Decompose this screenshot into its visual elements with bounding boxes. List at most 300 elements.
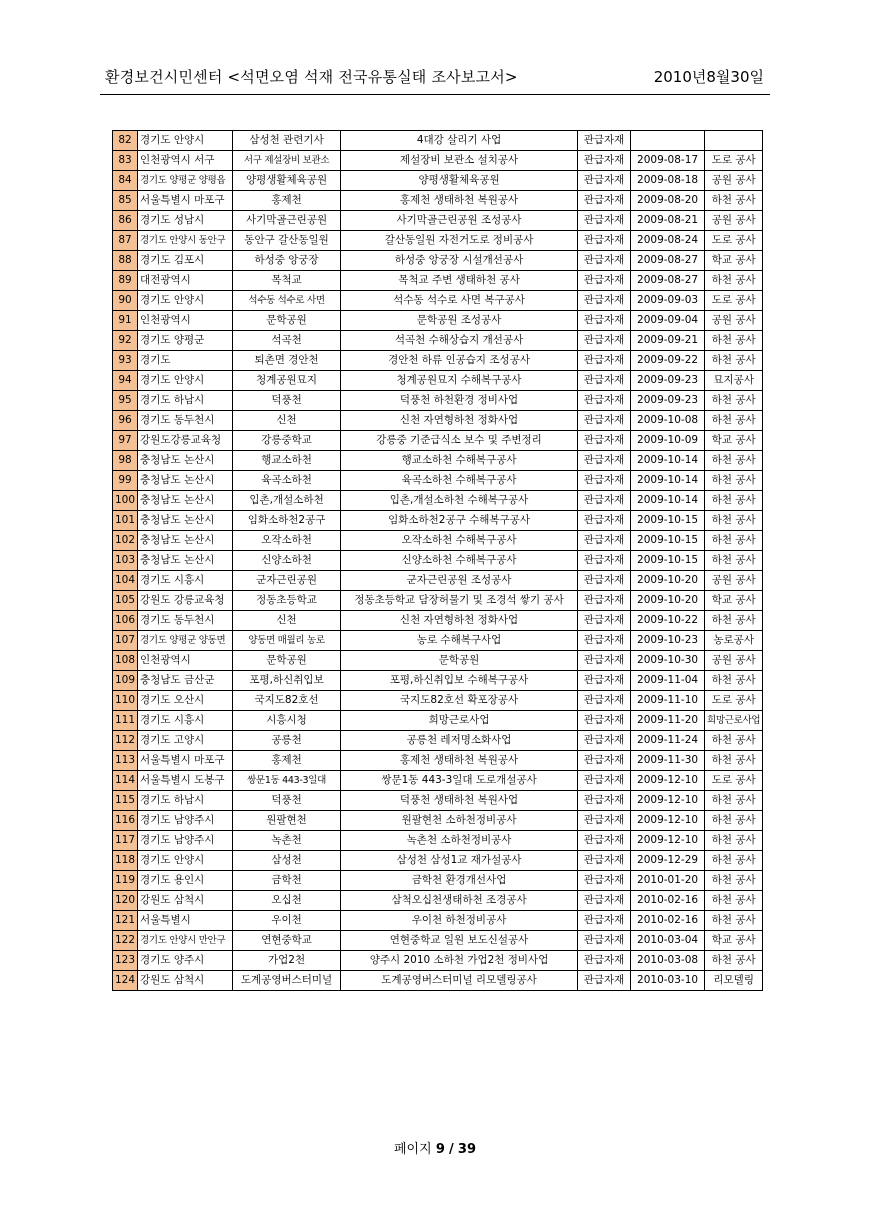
material-type-cell: 관급자재 bbox=[578, 231, 631, 251]
date-cell: 2009-09-23 bbox=[631, 371, 705, 391]
date-cell: 2009-10-15 bbox=[631, 551, 705, 571]
row-number: 95 bbox=[113, 391, 138, 411]
date-cell: 2009-09-03 bbox=[631, 291, 705, 311]
region-cell: 강원도 삼척시 bbox=[138, 891, 233, 911]
date-cell: 2009-10-20 bbox=[631, 571, 705, 591]
work-kind-cell: 하천 공사 bbox=[705, 391, 763, 411]
row-number: 119 bbox=[113, 871, 138, 891]
site-cell: 오작소하천 bbox=[233, 531, 341, 551]
project-cell: 청계공원묘지 수해복구공사 bbox=[341, 371, 578, 391]
work-kind-cell: 하천 공사 bbox=[705, 871, 763, 891]
site-cell: 금학천 bbox=[233, 871, 341, 891]
table-row bbox=[113, 671, 763, 691]
row-number: 121 bbox=[113, 911, 138, 931]
date-cell: 2009-10-14 bbox=[631, 471, 705, 491]
project-cell: 행교소하천 수해복구공사 bbox=[341, 451, 578, 471]
table-row bbox=[113, 311, 763, 331]
material-type-cell: 관급자재 bbox=[578, 331, 631, 351]
date-cell: 2009-08-20 bbox=[631, 191, 705, 211]
work-kind-cell: 공원 공사 bbox=[705, 211, 763, 231]
report-header-title: 환경보건시민센터 <석면오염 석재 전국유통실태 조사보고서> bbox=[105, 68, 518, 86]
material-type-cell: 관급자재 bbox=[578, 551, 631, 571]
table-row bbox=[113, 951, 763, 971]
project-cell: 삼척오십천생태하천 조경공사 bbox=[341, 891, 578, 911]
region-cell: 경기도 남양주시 bbox=[138, 811, 233, 831]
site-cell: 석수동 석수로 사면 bbox=[233, 291, 341, 311]
region-cell: 경기도 성남시 bbox=[138, 211, 233, 231]
work-kind-cell: 하천 공사 bbox=[705, 531, 763, 551]
region-cell: 경기도 동두천시 bbox=[138, 411, 233, 431]
project-cell: 포평,하신취입보 수해복구공사 bbox=[341, 671, 578, 691]
project-cell: 목척교 주변 생태하천 공사 bbox=[341, 271, 578, 291]
table-row bbox=[113, 171, 763, 191]
row-number: 101 bbox=[113, 511, 138, 531]
site-cell: 육곡소하천 bbox=[233, 471, 341, 491]
region-cell: 경기도 하남시 bbox=[138, 791, 233, 811]
footer-label: 페이지 bbox=[394, 1142, 432, 1157]
site-cell: 우이천 bbox=[233, 911, 341, 931]
material-type-cell: 관급자재 bbox=[578, 611, 631, 631]
row-number: 114 bbox=[113, 771, 138, 791]
date-cell: 2009-11-10 bbox=[631, 691, 705, 711]
work-kind-cell: 하천 공사 bbox=[705, 791, 763, 811]
row-number: 105 bbox=[113, 591, 138, 611]
work-kind-cell: 묘지공사 bbox=[705, 371, 763, 391]
table-row bbox=[113, 371, 763, 391]
table-row bbox=[113, 151, 763, 171]
row-number: 115 bbox=[113, 791, 138, 811]
project-cell: 공릉천 레저명소화사업 bbox=[341, 731, 578, 751]
date-cell: 2009-08-24 bbox=[631, 231, 705, 251]
region-cell: 충청남도 논산시 bbox=[138, 471, 233, 491]
material-type-cell: 관급자재 bbox=[578, 311, 631, 331]
table-row bbox=[113, 291, 763, 311]
site-table-body bbox=[113, 131, 763, 991]
region-cell: 충청남도 논산시 bbox=[138, 491, 233, 511]
work-kind-cell: 학교 공사 bbox=[705, 931, 763, 951]
work-kind-cell: 하천 공사 bbox=[705, 511, 763, 531]
material-type-cell: 관급자재 bbox=[578, 571, 631, 591]
report-header-date: 2010년8월30일 bbox=[653, 68, 764, 86]
work-kind-cell: 하천 공사 bbox=[705, 191, 763, 211]
region-cell: 강원도강릉교육청 bbox=[138, 431, 233, 451]
work-kind-cell: 학교 공사 bbox=[705, 431, 763, 451]
material-type-cell: 관급자재 bbox=[578, 951, 631, 971]
project-cell: 사기막골근린공원 조성공사 bbox=[341, 211, 578, 231]
project-cell: 양주시 2010 소하천 가업2천 정비사업 bbox=[341, 951, 578, 971]
table-row bbox=[113, 411, 763, 431]
material-type-cell: 관급자재 bbox=[578, 831, 631, 851]
row-number: 110 bbox=[113, 691, 138, 711]
project-cell: 신천 자연형하천 정화사업 bbox=[341, 411, 578, 431]
region-cell: 서울특별시 도봉구 bbox=[138, 771, 233, 791]
date-cell: 2009-08-21 bbox=[631, 211, 705, 231]
table-row bbox=[113, 691, 763, 711]
site-cell: 임화소하천2공구 bbox=[233, 511, 341, 531]
date-cell: 2009-12-10 bbox=[631, 791, 705, 811]
region-cell: 서울특별시 bbox=[138, 911, 233, 931]
table-row bbox=[113, 651, 763, 671]
row-number: 103 bbox=[113, 551, 138, 571]
material-type-cell: 관급자재 bbox=[578, 891, 631, 911]
row-number: 108 bbox=[113, 651, 138, 671]
row-number: 106 bbox=[113, 611, 138, 631]
region-cell: 경기도 시흥시 bbox=[138, 571, 233, 591]
material-type-cell: 관급자재 bbox=[578, 591, 631, 611]
work-kind-cell: 공원 공사 bbox=[705, 651, 763, 671]
project-cell: 신양소하천 수해복구공사 bbox=[341, 551, 578, 571]
site-cell: 청계공원묘지 bbox=[233, 371, 341, 391]
work-kind-cell: 하천 공사 bbox=[705, 611, 763, 631]
row-number: 112 bbox=[113, 731, 138, 751]
site-cell: 하성중 앙궁장 bbox=[233, 251, 341, 271]
row-number: 100 bbox=[113, 491, 138, 511]
table-row bbox=[113, 831, 763, 851]
footer-page-number: 9 bbox=[435, 1142, 445, 1157]
material-type-cell: 관급자재 bbox=[578, 911, 631, 931]
row-number: 98 bbox=[113, 451, 138, 471]
work-kind-cell: 하천 공사 bbox=[705, 491, 763, 511]
project-cell: 문학공원 조성공사 bbox=[341, 311, 578, 331]
table-row bbox=[113, 471, 763, 491]
row-number: 88 bbox=[113, 251, 138, 271]
material-type-cell: 관급자재 bbox=[578, 371, 631, 391]
site-cell: 신천 bbox=[233, 411, 341, 431]
region-cell: 충청남도 논산시 bbox=[138, 451, 233, 471]
material-type-cell: 관급자재 bbox=[578, 671, 631, 691]
material-type-cell: 관급자재 bbox=[578, 751, 631, 771]
site-cell: 군자근린공원 bbox=[233, 571, 341, 591]
work-kind-cell: 하천 공사 bbox=[705, 831, 763, 851]
work-kind-cell: 하천 공사 bbox=[705, 551, 763, 571]
page-footer bbox=[0, 1138, 870, 1157]
date-cell: 2010-02-16 bbox=[631, 891, 705, 911]
work-kind-cell: 학교 공사 bbox=[705, 251, 763, 271]
work-kind-cell: 하천 공사 bbox=[705, 851, 763, 871]
site-cell: 국지도82호선 bbox=[233, 691, 341, 711]
date-cell: 2009-10-15 bbox=[631, 511, 705, 531]
date-cell: 2009-12-10 bbox=[631, 831, 705, 851]
row-number: 92 bbox=[113, 331, 138, 351]
material-type-cell: 관급자재 bbox=[578, 391, 631, 411]
date-cell: 2009-09-21 bbox=[631, 331, 705, 351]
material-type-cell: 관급자재 bbox=[578, 771, 631, 791]
date-cell: 2010-03-04 bbox=[631, 931, 705, 951]
row-number: 123 bbox=[113, 951, 138, 971]
project-cell: 강릉중 기준급식소 보수 및 주변정리 bbox=[341, 431, 578, 451]
date-cell: 2009-11-30 bbox=[631, 751, 705, 771]
project-cell: 녹촌천 소하천정비공사 bbox=[341, 831, 578, 851]
table-row bbox=[113, 251, 763, 271]
region-cell: 대전광역시 bbox=[138, 271, 233, 291]
project-cell: 연현중학교 일원 보도신설공사 bbox=[341, 931, 578, 951]
work-kind-cell: 희망근로사업 bbox=[705, 711, 763, 731]
site-cell: 입촌,개설소하천 bbox=[233, 491, 341, 511]
material-type-cell: 관급자재 bbox=[578, 151, 631, 171]
project-cell: 원팔현천 소하천정비공사 bbox=[341, 811, 578, 831]
site-cell: 삼성천 관련기사 bbox=[233, 131, 341, 151]
region-cell: 인천광역시 bbox=[138, 311, 233, 331]
row-number: 82 bbox=[113, 131, 138, 151]
material-type-cell: 관급자재 bbox=[578, 291, 631, 311]
row-number: 113 bbox=[113, 751, 138, 771]
material-type-cell: 관급자재 bbox=[578, 531, 631, 551]
region-cell: 경기도 시흥시 bbox=[138, 711, 233, 731]
site-table bbox=[112, 130, 763, 991]
site-cell: 신천 bbox=[233, 611, 341, 631]
material-type-cell: 관급자재 bbox=[578, 491, 631, 511]
site-cell: 사기막골근린공원 bbox=[233, 211, 341, 231]
date-cell: 2010-02-16 bbox=[631, 911, 705, 931]
table-row bbox=[113, 551, 763, 571]
region-cell: 경기도 bbox=[138, 351, 233, 371]
date-cell: 2009-11-24 bbox=[631, 731, 705, 751]
project-cell: 홍제천 생태하천 복원공사 bbox=[341, 191, 578, 211]
row-number: 99 bbox=[113, 471, 138, 491]
region-cell: 경기도 안양시 bbox=[138, 851, 233, 871]
region-cell: 경기도 안양시 동안구 bbox=[138, 231, 233, 251]
row-number: 122 bbox=[113, 931, 138, 951]
site-cell: 삼성천 bbox=[233, 851, 341, 871]
material-type-cell: 관급자재 bbox=[578, 931, 631, 951]
date-cell: 2009-10-15 bbox=[631, 531, 705, 551]
project-cell: 군자근린공원 조성공사 bbox=[341, 571, 578, 591]
material-type-cell: 관급자재 bbox=[578, 791, 631, 811]
table-row bbox=[113, 331, 763, 351]
site-cell: 문학공원 bbox=[233, 651, 341, 671]
row-number: 89 bbox=[113, 271, 138, 291]
table-row bbox=[113, 191, 763, 211]
material-type-cell: 관급자재 bbox=[578, 511, 631, 531]
table-row bbox=[113, 931, 763, 951]
site-cell: 홍제천 bbox=[233, 751, 341, 771]
work-kind-cell: 하천 공사 bbox=[705, 951, 763, 971]
work-kind-cell: 공원 공사 bbox=[705, 311, 763, 331]
project-cell: 임화소하천2공구 수해복구공사 bbox=[341, 511, 578, 531]
header-divider bbox=[100, 94, 770, 95]
site-cell: 시흥시청 bbox=[233, 711, 341, 731]
date-cell: 2009-10-14 bbox=[631, 491, 705, 511]
work-kind-cell: 하천 공사 bbox=[705, 911, 763, 931]
project-cell: 희망근로사업 bbox=[341, 711, 578, 731]
work-kind-cell: 도로 공사 bbox=[705, 691, 763, 711]
region-cell: 경기도 오산시 bbox=[138, 691, 233, 711]
region-cell: 경기도 양평군 bbox=[138, 331, 233, 351]
table-row bbox=[113, 791, 763, 811]
row-number: 118 bbox=[113, 851, 138, 871]
site-cell: 서구 제설장비 보관소 bbox=[233, 151, 341, 171]
table-row bbox=[113, 591, 763, 611]
site-cell: 원팔현천 bbox=[233, 811, 341, 831]
work-kind-cell: 도로 공사 bbox=[705, 231, 763, 251]
date-cell: 2010-03-08 bbox=[631, 951, 705, 971]
material-type-cell: 관급자재 bbox=[578, 851, 631, 871]
region-cell: 경기도 안양시 만안구 bbox=[138, 931, 233, 951]
site-cell: 가업2천 bbox=[233, 951, 341, 971]
project-cell: 덕풍천 하천환경 정비사업 bbox=[341, 391, 578, 411]
table-row bbox=[113, 971, 763, 991]
material-type-cell: 관급자재 bbox=[578, 731, 631, 751]
date-cell: 2009-10-30 bbox=[631, 651, 705, 671]
region-cell: 경기도 안양시 bbox=[138, 291, 233, 311]
table-row bbox=[113, 211, 763, 231]
work-kind-cell: 하천 공사 bbox=[705, 811, 763, 831]
project-cell: 오작소하천 수해복구공사 bbox=[341, 531, 578, 551]
region-cell: 경기도 남양주시 bbox=[138, 831, 233, 851]
site-cell: 포평,하신취입보 bbox=[233, 671, 341, 691]
row-number: 104 bbox=[113, 571, 138, 591]
region-cell: 충청남도 금산군 bbox=[138, 671, 233, 691]
date-cell: 2009-11-04 bbox=[631, 671, 705, 691]
date-cell bbox=[631, 131, 705, 151]
region-cell: 경기도 양평군 양평읍 bbox=[138, 171, 233, 191]
date-cell: 2009-09-23 bbox=[631, 391, 705, 411]
project-cell: 국지도82호선 확포장공사 bbox=[341, 691, 578, 711]
row-number: 124 bbox=[113, 971, 138, 991]
date-cell: 2009-09-22 bbox=[631, 351, 705, 371]
row-number: 96 bbox=[113, 411, 138, 431]
work-kind-cell: 하천 공사 bbox=[705, 731, 763, 751]
table-row bbox=[113, 911, 763, 931]
site-cell: 동안구 갈산동일원 bbox=[233, 231, 341, 251]
site-cell: 퇴촌면 경안천 bbox=[233, 351, 341, 371]
material-type-cell: 관급자재 bbox=[578, 651, 631, 671]
material-type-cell: 관급자재 bbox=[578, 251, 631, 271]
date-cell: 2009-08-18 bbox=[631, 171, 705, 191]
date-cell: 2009-10-22 bbox=[631, 611, 705, 631]
material-type-cell: 관급자재 bbox=[578, 691, 631, 711]
work-kind-cell: 공원 공사 bbox=[705, 571, 763, 591]
material-type-cell: 관급자재 bbox=[578, 191, 631, 211]
project-cell: 하성중 앙궁장 시설개선공사 bbox=[341, 251, 578, 271]
table-row bbox=[113, 351, 763, 371]
region-cell: 서울특별시 마포구 bbox=[138, 191, 233, 211]
footer-separator: / bbox=[449, 1142, 454, 1157]
region-cell: 강원도 강릉교육청 bbox=[138, 591, 233, 611]
project-cell: 문학공원 bbox=[341, 651, 578, 671]
date-cell: 2009-08-27 bbox=[631, 271, 705, 291]
site-cell: 목척교 bbox=[233, 271, 341, 291]
work-kind-cell: 하천 공사 bbox=[705, 471, 763, 491]
date-cell: 2009-10-08 bbox=[631, 411, 705, 431]
work-kind-cell: 도로 공사 bbox=[705, 291, 763, 311]
region-cell: 경기도 안양시 bbox=[138, 371, 233, 391]
project-cell: 도계공영버스터미널 리모델링공사 bbox=[341, 971, 578, 991]
project-cell: 4대강 살리기 사업 bbox=[341, 131, 578, 151]
material-type-cell: 관급자재 bbox=[578, 431, 631, 451]
site-cell: 석곡천 bbox=[233, 331, 341, 351]
work-kind-cell: 리모델링 bbox=[705, 971, 763, 991]
material-type-cell: 관급자재 bbox=[578, 351, 631, 371]
work-kind-cell: 도로 공사 bbox=[705, 771, 763, 791]
date-cell: 2009-12-10 bbox=[631, 771, 705, 791]
region-cell: 경기도 양평군 양동면 bbox=[138, 631, 233, 651]
region-cell: 경기도 안양시 bbox=[138, 131, 233, 151]
region-cell: 경기도 김포시 bbox=[138, 251, 233, 271]
row-number: 91 bbox=[113, 311, 138, 331]
table-row bbox=[113, 731, 763, 751]
region-cell: 충청남도 논산시 bbox=[138, 551, 233, 571]
material-type-cell: 관급자재 bbox=[578, 471, 631, 491]
date-cell: 2009-12-29 bbox=[631, 851, 705, 871]
material-type-cell: 관급자재 bbox=[578, 631, 631, 651]
site-cell: 신양소하천 bbox=[233, 551, 341, 571]
table-row bbox=[113, 431, 763, 451]
date-cell: 2009-10-14 bbox=[631, 451, 705, 471]
site-cell: 덕풍천 bbox=[233, 791, 341, 811]
work-kind-cell: 학교 공사 bbox=[705, 591, 763, 611]
project-cell: 삼성천 삼성1교 재가설공사 bbox=[341, 851, 578, 871]
site-cell: 덕풍천 bbox=[233, 391, 341, 411]
work-kind-cell: 농로공사 bbox=[705, 631, 763, 651]
material-type-cell: 관급자재 bbox=[578, 411, 631, 431]
site-cell: 양평생활체육공원 bbox=[233, 171, 341, 191]
work-kind-cell: 하천 공사 bbox=[705, 351, 763, 371]
material-type-cell: 관급자재 bbox=[578, 711, 631, 731]
table-row bbox=[113, 771, 763, 791]
site-cell: 강릉중학교 bbox=[233, 431, 341, 451]
row-number: 102 bbox=[113, 531, 138, 551]
site-cell: 행교소하천 bbox=[233, 451, 341, 471]
table-row bbox=[113, 751, 763, 771]
date-cell: 2009-08-17 bbox=[631, 151, 705, 171]
table-row bbox=[113, 511, 763, 531]
table-row bbox=[113, 271, 763, 291]
table-row bbox=[113, 491, 763, 511]
work-kind-cell: 공원 공사 bbox=[705, 171, 763, 191]
table-row bbox=[113, 871, 763, 891]
region-cell: 인천광역시 서구 bbox=[138, 151, 233, 171]
row-number: 90 bbox=[113, 291, 138, 311]
project-cell: 양평생활체육공원 bbox=[341, 171, 578, 191]
table-row bbox=[113, 451, 763, 471]
site-cell: 양동면 매월리 농로 bbox=[233, 631, 341, 651]
work-kind-cell: 하천 공사 bbox=[705, 411, 763, 431]
table-row bbox=[113, 531, 763, 551]
material-type-cell: 관급자재 bbox=[578, 131, 631, 151]
material-type-cell: 관급자재 bbox=[578, 211, 631, 231]
region-cell: 충청남도 논산시 bbox=[138, 511, 233, 531]
table-row bbox=[113, 851, 763, 871]
region-cell: 경기도 동두천시 bbox=[138, 611, 233, 631]
table-row bbox=[113, 631, 763, 651]
row-number: 87 bbox=[113, 231, 138, 251]
row-number: 94 bbox=[113, 371, 138, 391]
material-type-cell: 관급자재 bbox=[578, 171, 631, 191]
date-cell: 2009-12-10 bbox=[631, 811, 705, 831]
region-cell: 강원도 삼척시 bbox=[138, 971, 233, 991]
project-cell: 입촌,개설소하천 수해복구공사 bbox=[341, 491, 578, 511]
footer-total-pages: 39 bbox=[457, 1142, 476, 1157]
material-type-cell: 관급자재 bbox=[578, 271, 631, 291]
work-kind-cell: 하천 공사 bbox=[705, 271, 763, 291]
site-cell: 연현중학교 bbox=[233, 931, 341, 951]
project-cell: 석수동 석수로 사면 복구공사 bbox=[341, 291, 578, 311]
region-cell: 경기도 양주시 bbox=[138, 951, 233, 971]
row-number: 84 bbox=[113, 171, 138, 191]
site-cell: 쌍문1동 443-3일대 bbox=[233, 771, 341, 791]
row-number: 86 bbox=[113, 211, 138, 231]
row-number: 97 bbox=[113, 431, 138, 451]
project-cell: 갈산동일원 자전거도로 정비공사 bbox=[341, 231, 578, 251]
row-number: 120 bbox=[113, 891, 138, 911]
work-kind-cell: 하천 공사 bbox=[705, 451, 763, 471]
row-number: 109 bbox=[113, 671, 138, 691]
date-cell: 2009-10-09 bbox=[631, 431, 705, 451]
project-cell: 농로 수해복구사업 bbox=[341, 631, 578, 651]
table-row bbox=[113, 571, 763, 591]
project-cell: 홍제천 생태하천 복원공사 bbox=[341, 751, 578, 771]
